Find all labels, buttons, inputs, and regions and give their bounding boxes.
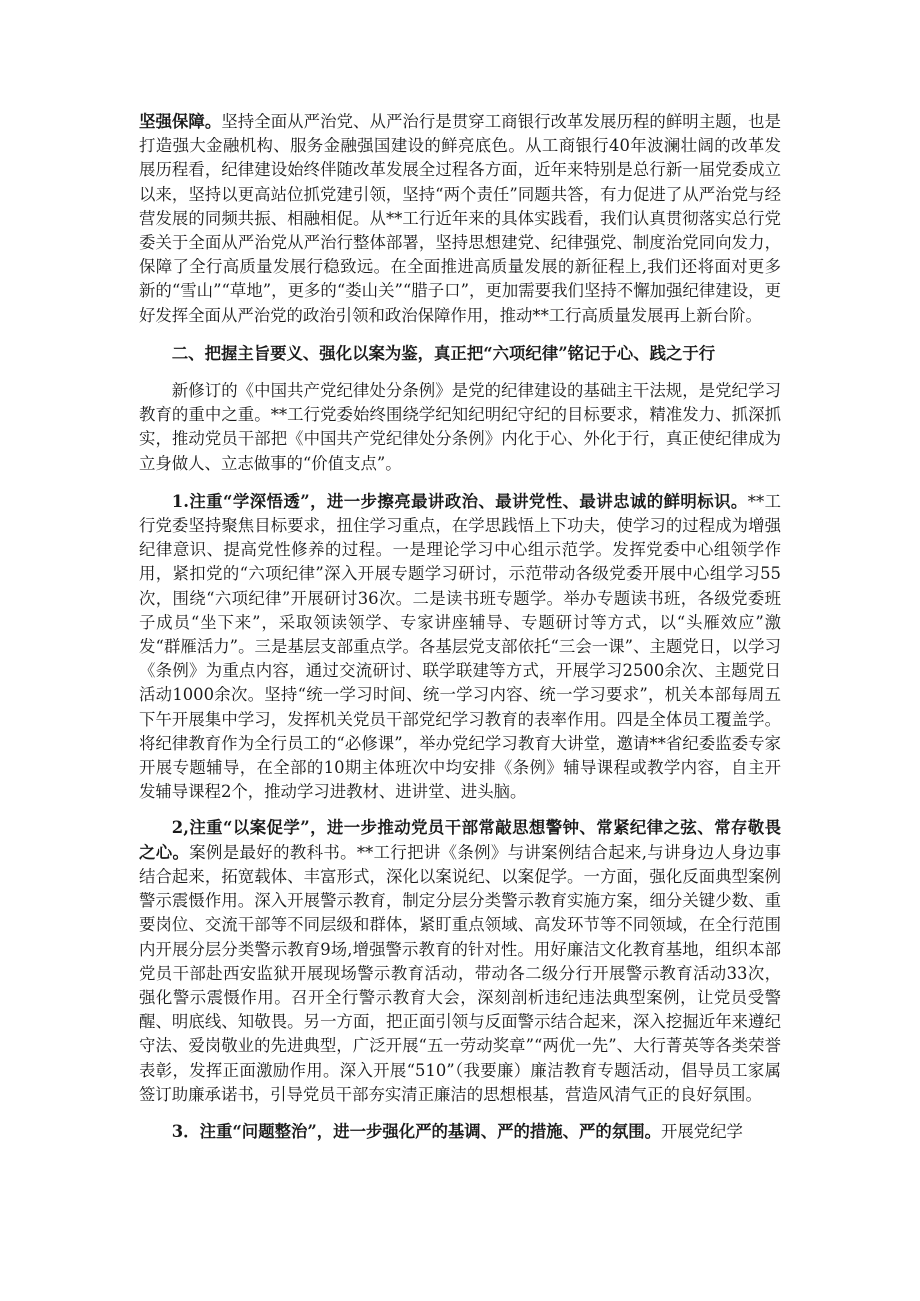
paragraph-item-3	[139, 1120, 781, 1144]
item-2-text: 案例是最好的教科书。**工行把讲《条例》与讲案例结合起来,与讲身边人身边事结合起来，拓宽载体、丰富形式，深化以案说纪、以案促学。一方面，强化反面典型案例警示震慑作用。深入开展警示教育，制定分层分类警示教育实施方案，细分关键少数、重要岗位、交流干部等不同层级和群体，紧盯重点领域、高发环节等不同领域，在全行范围内开展分层分类警示教育9场,增强警示教育的针对性。用好廉洁文化教育基地，组织本部党员干部赴西安监狱开展现场警示教育活动，带动各二级分行开展警示教育活动33次，强化警示震慑作用。召开全行警示教育大会，深刻剖析违纪违法典型案例，让党员受警醒、明底线、知敬畏。另一方面，把正面引领与反面警示结合起来，深入挖掘近年来遵纪守法、爱岗敬业的先进典型，广泛开展“五一劳动奖章”“两优一先”、大行菁英等各类荣誉表彰，发挥正面激励作用。深入开展“510”（我要廉）廉洁教育专题活动，倡导员工家属签订助廉承诺书，引导党员干部夯实清正廉洁的思想根基，营造风清气正的良好氛围。	[139, 842, 781, 1104]
document-page	[139, 110, 781, 1144]
paragraph-lead-bold: 坚强保障。	[139, 112, 222, 131]
paragraph-continued	[139, 110, 781, 328]
item-2-lead-bold: 2,注重“以案促学”，进一步推动党员干部常敲思想警钟、常紧纪律之弦、常存敬畏之心。	[139, 818, 781, 862]
item-3-text: 开展党纪学	[661, 1121, 743, 1141]
paragraph-intro: 新修订的《中国共产党纪律处分条例》是党的纪律建设的基础主干法规，是党纪学习教育的重中之重。**工行党委始终围绕学纪知纪明纪守纪的目标要求，精准发力、抓深抓实，推动党员干部把《中国共产党纪律处分条例》内化于心、外化于行，真正使纪律成为立身做人、立志做事的“价值支点”。	[139, 381, 781, 473]
item-3-lead-bold: 3．注重“问题整治”，进一步强化严的基调、严的措施、严的氛围。	[171, 1121, 661, 1141]
item-1-text: **工行党委坚持聚焦目标要求，扭住学习重点，在学思践悟上下功夫，使学习的过程成为增强纪律意识、提高党性修养的过程。一是理论学习中心组示范学。发挥党委中心组领学作用，紧扣党的“六项纪律”深入开展专题学习研讨，示范带动各级党委开展中心组学习55次，围绕“六项纪律”开展研讨36次。二是读书班专题学。举办专题读书班，各级党委班子成员“坐下来”，采取领读领学、专家讲座辅导、专题研讨等方式，以“头雁效应”激发“群雁活力”。三是基层支部重点学。各基层党支部依托“三会一课”、主题党日，以学习《条例》为重点内容，通过交流研讨、联学联建等方式，开展学习2500余次、主题党日活动1000余次。坚持“统一学习时间、统一学习内容、统一学习要求”，机关本部每周五下午开展集中学习，发挥机关党员干部党纪学习教育的表率作用。四是全体员工覆盖学。将纪律教育作为全行员工的“必修课”，举办党纪学习教育大讲堂，邀请**省纪委监委专家开展专题辅导，在全部的10期主体班次中均安排《条例》辅导课程或教学内容，自主开发辅导课程2个，推动学习进教材、进讲堂、进头脑。	[139, 491, 782, 802]
paragraph-item-1	[139, 490, 781, 805]
item-1-lead-bold: 1.注重“学深悟透”，进一步擦亮最讲政治、最讲党性、最讲忠诚的鲜明标识。	[171, 491, 748, 511]
paragraph-text: 坚持全面从严治党、从严治行是贯穿工商银行改革发展历程的鲜明主题，也是打造强大金融机构、服务金融强国建设的鲜亮底色。从工商银行40年波澜壮阔的改革发展历程看，纪律建设始终伴随改革发展全过程各方面，近年来特别是总行新一届党委成立以来，坚持以更高站位抓党建引领，坚持“两个责任”同题共答，有力促进了从严治党与经营发展的同频共振、相融相促。从**工行近年来的具体实践看，我们认真贯彻落实总行党委关于全面从严治党从严治行整体部署，坚持思想建党、纪律强党、制度治党同向发力，保障了全行高质量发展行稳致远。在全面推进高质量发展的新征程上,我们还将面对更多新的“雪山”“草地”，更多的“娄山关”“腊子口”，更加需要我们坚持不懈加强纪律建设，更好发挥全面从严治党的政治引领和政治保障作用，推动**工行高质量发展再上新台阶。	[139, 112, 782, 325]
paragraph-item-2	[139, 816, 781, 1106]
section-heading: 二、把握主旨要义、强化以案为鉴，真正把“六项纪律”铭记于心、践之于行	[171, 343, 716, 363]
